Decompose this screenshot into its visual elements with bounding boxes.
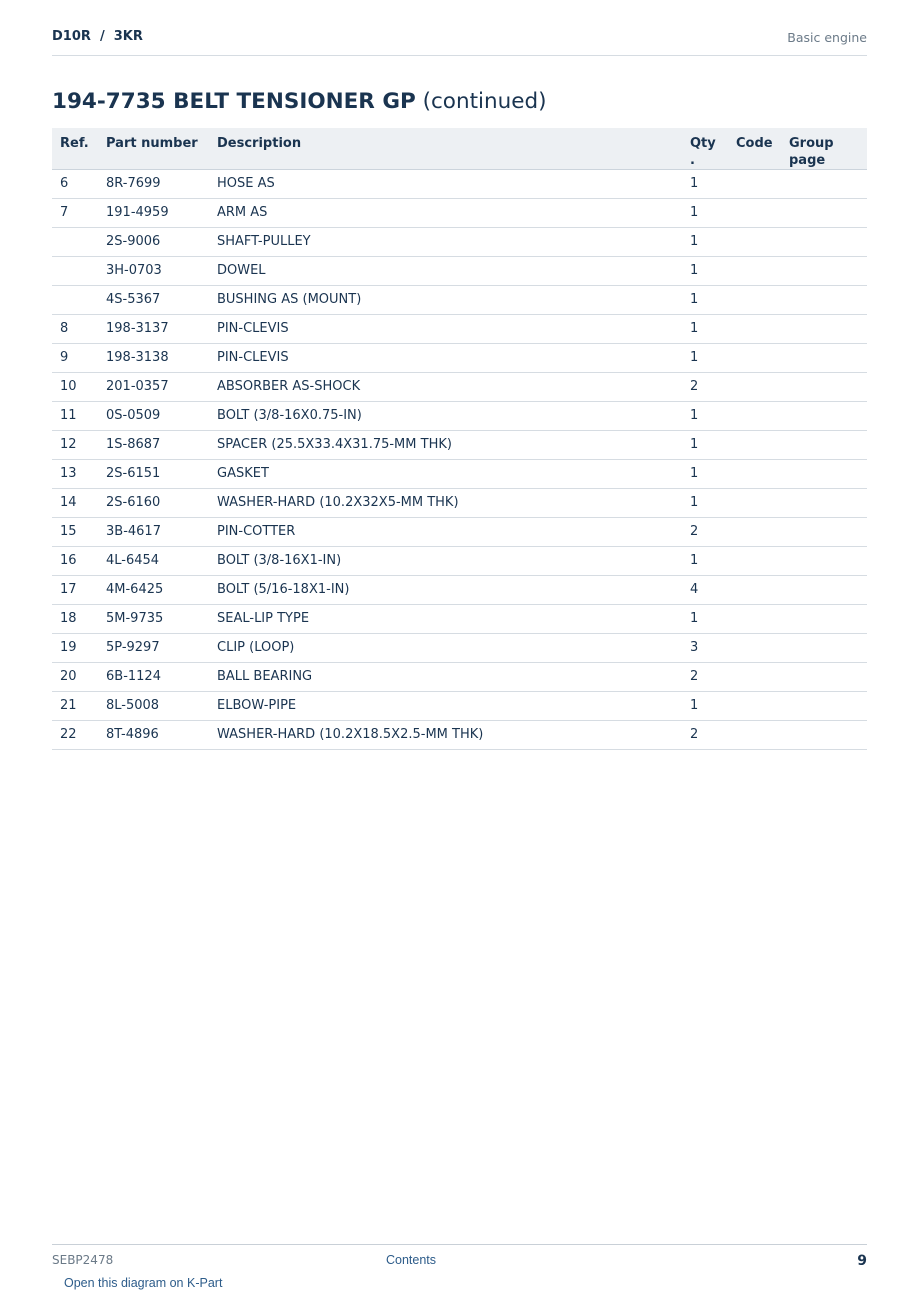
cell-group-page: [781, 634, 867, 663]
cell-ref: 15: [52, 518, 98, 547]
cell-description: ELBOW-PIPE: [209, 692, 682, 721]
cell-part-number: 1S-8687: [98, 431, 209, 460]
cell-code: [728, 315, 781, 344]
cell-ref: 20: [52, 663, 98, 692]
cell-code: [728, 634, 781, 663]
cell-part-number: 5P-9297: [98, 634, 209, 663]
cell-description: BOLT (3/8-16X0.75-IN): [209, 402, 682, 431]
cell-part-number: 198-3137: [98, 315, 209, 344]
table-row: [52, 576, 867, 605]
table-row: [52, 518, 867, 547]
cell-qty: 1: [682, 315, 728, 344]
table-row: [52, 489, 867, 518]
cell-description: BALL BEARING: [209, 663, 682, 692]
title-suffix: (continued): [422, 89, 547, 114]
cell-qty: 1: [682, 605, 728, 634]
cell-code: [728, 373, 781, 402]
cell-description: BUSHING AS (MOUNT): [209, 286, 682, 315]
cell-group-page: [781, 315, 867, 344]
cell-ref: 6: [52, 170, 98, 199]
page-header: [52, 28, 867, 56]
cell-qty: 1: [682, 170, 728, 199]
cell-part-number: 3B-4617: [98, 518, 209, 547]
machine-model: D10R / 3KR: [52, 29, 143, 44]
cell-code: [728, 286, 781, 315]
cell-part-number: 4S-5367: [98, 286, 209, 315]
cell-ref: 8: [52, 315, 98, 344]
cell-group-page: [781, 663, 867, 692]
cell-ref: [52, 257, 98, 286]
cell-group-page: [781, 373, 867, 402]
cell-description: BOLT (5/16-18X1-IN): [209, 576, 682, 605]
cell-ref: [52, 286, 98, 315]
cell-qty: 1: [682, 547, 728, 576]
cell-part-number: 5M-9735: [98, 605, 209, 634]
cell-code: [728, 228, 781, 257]
table-row: [52, 170, 867, 199]
cell-part-number: 4M-6425: [98, 576, 209, 605]
cell-code: [728, 257, 781, 286]
cell-group-page: [781, 460, 867, 489]
cell-part-number: 8T-4896: [98, 721, 209, 750]
table-row: [52, 692, 867, 721]
cell-ref: 14: [52, 489, 98, 518]
cell-code: [728, 547, 781, 576]
column-header-code: Code: [728, 128, 781, 170]
cell-part-number: 8L-5008: [98, 692, 209, 721]
column-header-part-number: Part number: [98, 128, 209, 170]
cell-code: [728, 344, 781, 373]
cell-code: [728, 431, 781, 460]
cell-part-number: 191-4959: [98, 199, 209, 228]
cell-description: ABSORBER AS-SHOCK: [209, 373, 682, 402]
cell-qty: 2: [682, 663, 728, 692]
cell-ref: 12: [52, 431, 98, 460]
cell-qty: 2: [682, 721, 728, 750]
cell-code: [728, 576, 781, 605]
cell-group-page: [781, 344, 867, 373]
cell-qty: 2: [682, 373, 728, 402]
cell-group-page: [781, 257, 867, 286]
table-row: [52, 257, 867, 286]
cell-description: HOSE AS: [209, 170, 682, 199]
cell-qty: 1: [682, 286, 728, 315]
page-footer: [52, 1244, 867, 1275]
cell-qty: 4: [682, 576, 728, 605]
cell-part-number: 2S-6151: [98, 460, 209, 489]
cell-ref: 16: [52, 547, 98, 576]
cell-ref: 22: [52, 721, 98, 750]
page-title: [52, 89, 547, 114]
table-row: [52, 402, 867, 431]
page-number: 9: [857, 1253, 867, 1269]
cell-group-page: [781, 402, 867, 431]
cell-ref: 10: [52, 373, 98, 402]
cell-description: CLIP (LOOP): [209, 634, 682, 663]
parts-table-body: [52, 170, 867, 750]
part-group-title: 194-7735 BELT TENSIONER GP: [52, 89, 416, 114]
table-row: [52, 315, 867, 344]
cell-group-page: [781, 576, 867, 605]
cell-ref: 17: [52, 576, 98, 605]
cell-qty: 1: [682, 431, 728, 460]
cell-code: [728, 605, 781, 634]
cell-group-page: [781, 692, 867, 721]
kpart-diagram-link[interactable]: Open this diagram on K-Part: [64, 1276, 223, 1290]
cell-group-page: [781, 489, 867, 518]
table-row: [52, 721, 867, 750]
column-header-qty: Qty .: [682, 128, 728, 170]
cell-part-number: 201-0357: [98, 373, 209, 402]
cell-description: WASHER-HARD (10.2X32X5-MM THK): [209, 489, 682, 518]
cell-code: [728, 721, 781, 750]
cell-code: [728, 199, 781, 228]
cell-code: [728, 460, 781, 489]
cell-description: ARM AS: [209, 199, 682, 228]
table-header-row: [52, 128, 867, 170]
column-header-description: Description: [209, 128, 682, 170]
cell-part-number: 0S-0509: [98, 402, 209, 431]
cell-qty: 1: [682, 257, 728, 286]
cell-code: [728, 489, 781, 518]
cell-code: [728, 518, 781, 547]
cell-part-number: 6B-1124: [98, 663, 209, 692]
cell-group-page: [781, 605, 867, 634]
cell-description: PIN-CLEVIS: [209, 344, 682, 373]
table-row: [52, 605, 867, 634]
cell-qty: 1: [682, 460, 728, 489]
cell-part-number: 3H-0703: [98, 257, 209, 286]
table-row: [52, 373, 867, 402]
table-row: [52, 431, 867, 460]
section-name: Basic engine: [787, 30, 867, 45]
cell-group-page: [781, 228, 867, 257]
cell-group-page: [781, 199, 867, 228]
cell-group-page: [781, 547, 867, 576]
cell-description: WASHER-HARD (10.2X18.5X2.5-MM THK): [209, 721, 682, 750]
cell-description: DOWEL: [209, 257, 682, 286]
cell-code: [728, 663, 781, 692]
cell-description: GASKET: [209, 460, 682, 489]
cell-part-number: 2S-9006: [98, 228, 209, 257]
cell-group-page: [781, 170, 867, 199]
cell-description: PIN-COTTER: [209, 518, 682, 547]
cell-group-page: [781, 721, 867, 750]
table-row: [52, 634, 867, 663]
cell-part-number: 2S-6160: [98, 489, 209, 518]
contents-link[interactable]: Contents: [386, 1253, 437, 1267]
cell-code: [728, 170, 781, 199]
cell-part-number: 198-3138: [98, 344, 209, 373]
column-header-group-page: Group page: [781, 128, 867, 170]
table-row: [52, 228, 867, 257]
cell-description: PIN-CLEVIS: [209, 315, 682, 344]
column-header-ref: Ref.: [52, 128, 98, 170]
cell-qty: 1: [682, 692, 728, 721]
table-row: [52, 460, 867, 489]
cell-qty: 1: [682, 344, 728, 373]
cell-code: [728, 692, 781, 721]
table-row: [52, 344, 867, 373]
document-number: SEBP2478: [52, 1253, 114, 1267]
cell-qty: 1: [682, 228, 728, 257]
cell-group-page: [781, 518, 867, 547]
cell-part-number: 8R-7699: [98, 170, 209, 199]
cell-ref: 19: [52, 634, 98, 663]
cell-qty: 1: [682, 199, 728, 228]
cell-description: SEAL-LIP TYPE: [209, 605, 682, 634]
table-row: [52, 547, 867, 576]
table-row: [52, 199, 867, 228]
cell-description: SPACER (25.5X33.4X31.75-MM THK): [209, 431, 682, 460]
cell-group-page: [781, 431, 867, 460]
parts-table: [52, 128, 867, 750]
cell-ref: 21: [52, 692, 98, 721]
cell-qty: 1: [682, 402, 728, 431]
cell-ref: 13: [52, 460, 98, 489]
cell-qty: 1: [682, 489, 728, 518]
cell-ref: 9: [52, 344, 98, 373]
cell-qty: 3: [682, 634, 728, 663]
cell-description: BOLT (3/8-16X1-IN): [209, 547, 682, 576]
cell-code: [728, 402, 781, 431]
cell-group-page: [781, 286, 867, 315]
table-row: [52, 663, 867, 692]
cell-description: SHAFT-PULLEY: [209, 228, 682, 257]
cell-qty: 2: [682, 518, 728, 547]
cell-ref: 18: [52, 605, 98, 634]
cell-ref: 11: [52, 402, 98, 431]
cell-ref: [52, 228, 98, 257]
table-row: [52, 286, 867, 315]
cell-part-number: 4L-6454: [98, 547, 209, 576]
cell-ref: 7: [52, 199, 98, 228]
